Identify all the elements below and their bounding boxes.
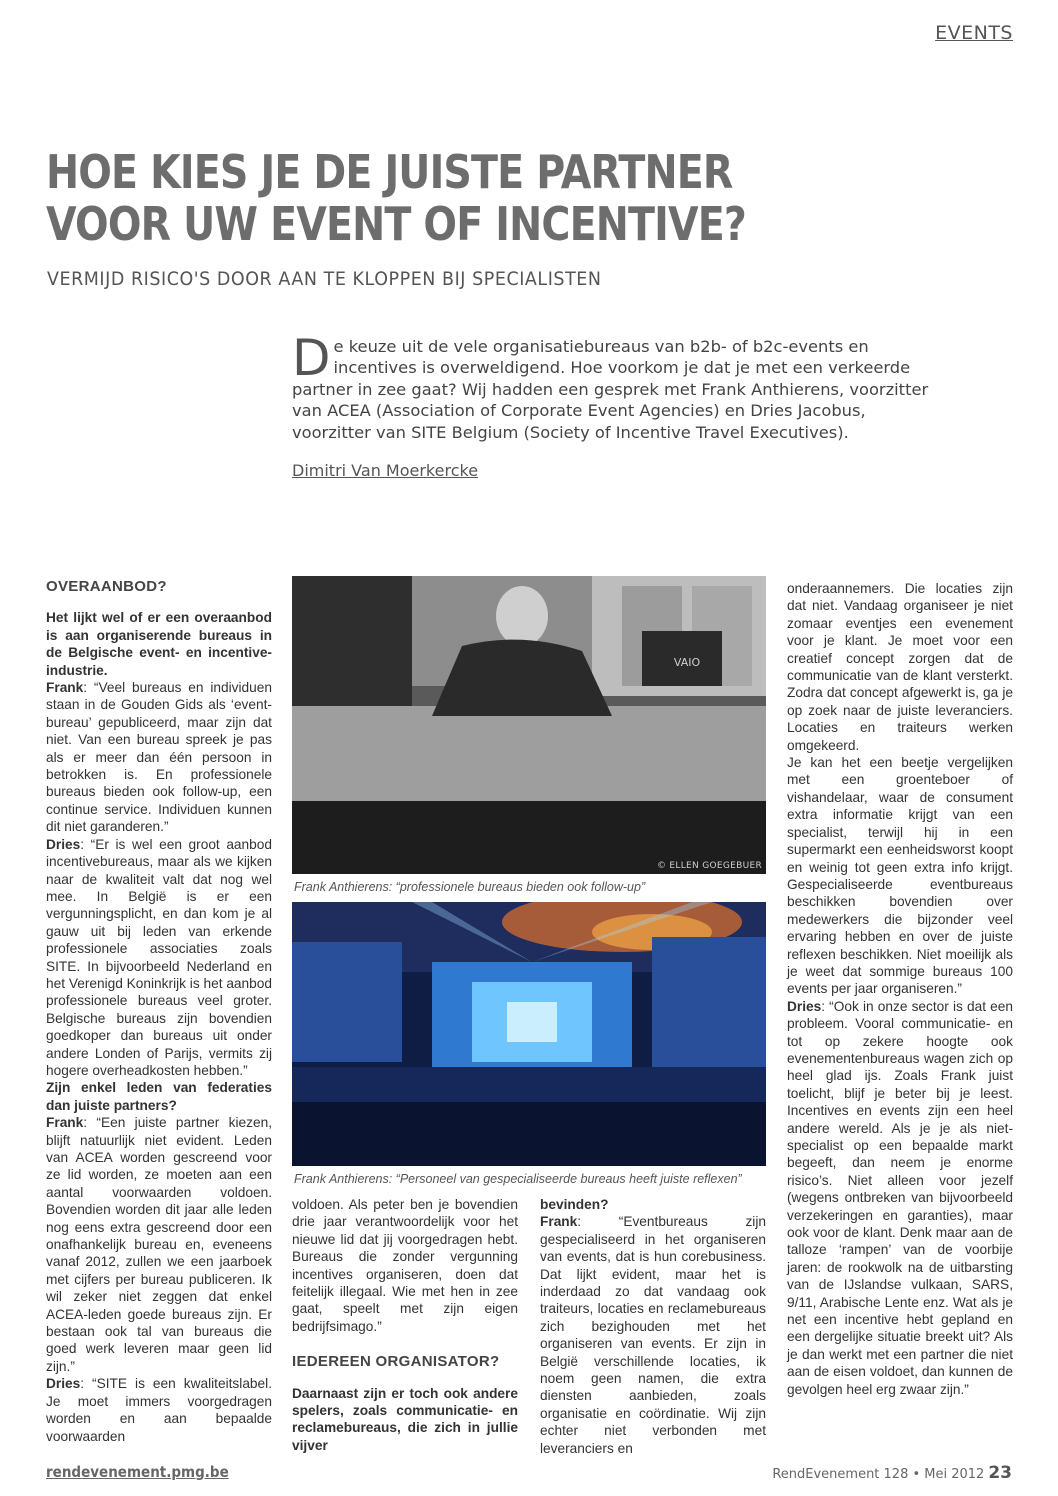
paragraph-text: : “Eventbureaus zijn gespecialiseerd in het organiseren van events, dat is hun corebusiness. Dat lijkt evident, maar het is inderdaad zo dat vandaag ook traiteurs, locaties en reclamebureaus zich bezighouden met het organiseren van events. Er zijn in België verschillende locaties, ik noem geen namen, die extra diensten aanbieden, zoals organisatie en coördinatie. Wij zijn echter niet verbonden met leveranciers en (540, 1214, 766, 1456)
column-2 (292, 1196, 518, 1454)
column-3 (540, 1196, 766, 1457)
paragraph: Je kan het een beetje vergelijken met een groenteboer of vishandelaar, waar de consument extra informatie krijgt van een specialist, terwijl hij in een supermarkt een eenheidsworst koopt en weinig tot geen extra info krijgt. Gespecialiseerde eventbureaus beschikken bovendien over medewerkers die bijzonder veel ervaring hebben en over de juiste reflexen beschikken. Niet moeilijk als je weet dat sommige bureaus 100 events per jaar organiseren.” (787, 755, 1013, 997)
column-4 (787, 580, 1013, 1398)
intro-paragraph (292, 329, 942, 443)
photo-event-stage (292, 902, 766, 1166)
question-1: Het lijkt wel of er een overaanbod is aan organiserende bureaus in de Belgische event- en incentive-industrie. (46, 610, 272, 678)
paragraph: onderaannemers. Die locaties zijn dat niet. Vandaag organiseer je niet zomaar eventjes een evenement voor je klant. Je moet voor een creatief concept zorgen dat de communicatie van de klant versterkt. Zodra dat concept afgewerkt is, ga je op zoek naar de juiste leveranciers. Locaties en traiteurs werken omgekeerd. (787, 581, 1013, 753)
author-byline: Dimitri Van Moerkercke (292, 461, 479, 480)
paragraph: voldoen. Als peter ben je bovendien drie jaar verantwoordelijk voor het nieuwe lid dat jij voorgedragen hebt. Bureaus die zonder vergunning incentives organiseren, doen dat feitelijk illegaal. Wie met hen in zee gaat, speelt met zijn eigen bedrijfsimago.” (292, 1197, 518, 1334)
title-line-2: VOOR UW EVENT OF INCENTIVE? (46, 197, 746, 251)
issue-info: RendEvenement 128 • Mei 2012 (772, 1467, 985, 1482)
section-tag: EVENTS (935, 22, 1013, 44)
heading-overaanbod: OVERAANBOD? (46, 578, 167, 595)
article-title (46, 146, 872, 250)
photo-frank-anthierens (292, 576, 766, 874)
heading-iedereen-organisator: IEDEREEN ORGANISATOR? (292, 1353, 500, 1371)
paragraph (46, 1375, 272, 1445)
question-3: Daarnaast zijn er toch ook andere spelers, zoals communicatie- en reclamebureaus, die zich in jullie vijver (292, 1385, 518, 1453)
footer-url[interactable]: rendevenement.pmg.be (46, 1463, 229, 1481)
footer-issue (772, 1463, 1012, 1483)
drop-cap: D (292, 329, 331, 387)
column-1 (46, 578, 272, 1445)
photo-1-illustration (292, 576, 766, 874)
speaker-name: Dries (787, 998, 822, 1014)
paragraph (46, 679, 272, 836)
article-subtitle: VERMIJD RISICO'S DOOR AAN TE KLOPPEN BIJ SPECIALISTEN (47, 268, 602, 290)
photo-2-caption: Frank Anthierens: “Personeel van gespecialiseerde bureaus heeft juiste reflexen” (294, 1172, 742, 1186)
paragraph (787, 998, 1013, 1398)
speaker-name: Dries (46, 1376, 81, 1392)
paragraph (540, 1213, 766, 1457)
paragraph-text: : “Ook in onze sector is dat een probleem. Vooral communicatie- en tot op zekere hoogte ook evenementenbureaus wagen zich op heel glad ijs. Zoals Frank juist toelicht, blijf je beter bij je leest. Incentives en events zijn een heel andere wereld. Als je je als niet-specialist op een bepaalde markt begeeft, dan neem je enorme risico’s. Niet alleen voor jezelf (wegens ontbreken van bijvoorbeeld verzekeringen en garanties), maar ook voor de klant. Denk maar aan de talloze ‘rampen’ van de voorbije jaren: de rookwolk na de uitbarsting van de IJslandse vulkaan, SARS, 9/11, Arabische Lente enz. Wat als je net een incentive hebt gepland en een dergelijke situatie breekt uit? Als je dan werkt met een partner die niet aan de eisen voldoet, dan kunnen de gevolgen heel erg zwaar zijn.” (787, 998, 1013, 1397)
paragraph-text: : “Veel bureaus en individuen staan in de Gouden Gids als ‘event-bureau’ gepubliceerd, maar zijn dat niet. Van een bureau spreek je pas als er meer dan één persoon in betrokken is. En professionele bureaus bieden ook follow-up, een continue service. Individuen kunnen dit niet garanderen.” (46, 680, 272, 835)
speaker-name: Dries (46, 836, 81, 852)
speaker-name: Frank (46, 1115, 84, 1131)
paragraph (46, 836, 272, 1080)
question-3-end: bevinden? (540, 1197, 609, 1212)
paragraph (46, 1114, 272, 1375)
paragraph-text: : “Een juiste partner kiezen, blijft natuurlijk niet evident. Leden van ACEA worden gescreend voor ze lid worden, ze moeten aan een aantal voorwaarden voldoen. Bovendien worden dit jaar alle leden nog eens extra gescreend door een onafhankelijk bureau en, eveneens vanaf 2012, zullen we een jaarboek met cijfers per bureau publiceren. Ik wil zeker niet zeggen dat enkel ACEA-leden goede bureaus zijn. Er bestaan ook tal van bureaus die goed werk leveren maar geen lid zijn.” (46, 1115, 272, 1374)
speaker-name: Frank (46, 680, 84, 696)
laptop-logo: VAIO (673, 656, 701, 669)
paragraph-text: : “SITE is een kwaliteitslabel. Je moet immers voorgedragen worden en aan bepaalde voorwaarden (46, 1376, 272, 1444)
photo-2-illustration (292, 902, 766, 1166)
question-2: Zijn enkel leden van federaties dan juiste partners? (46, 1080, 272, 1113)
speaker-name: Frank (540, 1214, 578, 1230)
page-number: 23 (988, 1463, 1012, 1483)
paragraph-text: : “Er is wel een groot aanbod incentivebureaus, maar als we kijken naar de kwaliteit valt dat nog wel mee. In België is er een vergunningsplicht, en dan kom je al gauw uit bij leden van erkende professionele associaties zoals SITE. In bijvoorbeeld Nederland en het Verenigd Koninkrijk is het aanbod professionele bureaus veel groter. Belgische bureaus zijn bovendien goedkoper dan bureaus uit onder andere Londen of Parijs, vermits zij hogere overheadkosten hebben.” (46, 836, 272, 1078)
title-line-1: HOE KIES JE DE JUISTE PARTNER (46, 145, 733, 199)
intro-text: e keuze uit de vele organisatiebureaus van b2b- of b2c-events en incentives is overweldigend. Hoe voorkom je dat je met een verkeerde partner in zee gaat? Wij hadden een gesprek met Frank Anthierens, voorzitter van ACEA (Association of Corporate Event Agencies) en Dries Jacobus, voorzitter van SITE Belgium (Society of Incentive Travel Executives). (292, 337, 929, 442)
photo-credit: © ELLEN GOEGEBUER (656, 861, 762, 871)
photo-1-caption: Frank Anthierens: “professionele bureaus bieden ook follow-up” (294, 880, 646, 894)
